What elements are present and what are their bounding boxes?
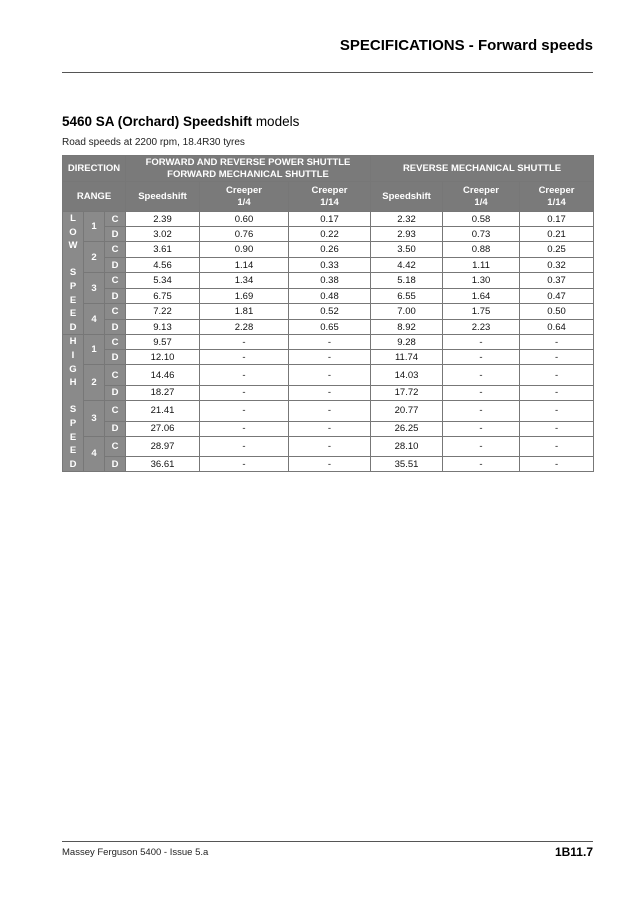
section-title-bold: 5460 SA (Orchard) Speedshift — [62, 114, 253, 129]
forward-speed-cell: - — [200, 365, 289, 386]
forward-speed-cell: - — [289, 421, 371, 436]
forward-group-header — [126, 156, 371, 182]
gear-number: 1 — [84, 335, 105, 365]
reverse-speed-cell: - — [443, 350, 520, 365]
reverse-speed-cell: - — [443, 335, 520, 350]
cd-label: D — [105, 227, 126, 242]
reverse-speed-cell: 35.51 — [371, 457, 443, 472]
table-row — [63, 242, 594, 258]
rev-speedshift-header: Speedshift — [371, 182, 443, 212]
forward-speed-cell: 2.39 — [126, 212, 200, 227]
cd-label: C — [105, 242, 126, 258]
speed-range-letters: H I G H S P E E D — [69, 336, 77, 470]
reverse-speed-cell: 1.30 — [443, 273, 520, 289]
forward-speed-cell: 21.41 — [126, 400, 200, 421]
reverse-speed-cell: - — [520, 400, 594, 421]
cd-label: D — [105, 421, 126, 436]
forward-speed-cell: 7.22 — [126, 304, 200, 320]
cd-label: D — [105, 350, 126, 365]
creeper-label: Creeper — [226, 184, 262, 196]
reverse-speed-cell: 2.93 — [371, 227, 443, 242]
reverse-speed-cell: 5.18 — [371, 273, 443, 289]
gear-number: 1 — [84, 212, 105, 242]
header-divider — [62, 72, 593, 73]
reverse-speed-cell: 0.73 — [443, 227, 520, 242]
table-row — [63, 320, 594, 335]
reverse-speed-cell: 1.64 — [443, 289, 520, 304]
table-row — [63, 273, 594, 289]
cd-label: C — [105, 304, 126, 320]
section-subtitle: Road speeds at 2200 rpm, 18.4R30 tyres — [62, 137, 245, 148]
forward-speed-cell: - — [200, 436, 289, 457]
reverse-speed-cell: - — [443, 365, 520, 386]
reverse-group-header: REVERSE MECHANICAL SHUTTLE — [371, 156, 594, 182]
footer-page-number: 1B11.7 — [554, 845, 593, 859]
cd-label: D — [105, 457, 126, 472]
forward-speed-cell: - — [289, 365, 371, 386]
forward-speed-cell: 18.27 — [126, 385, 200, 400]
forward-speed-cell: 1.14 — [200, 258, 289, 273]
speed-table-body — [63, 212, 594, 472]
forward-speed-cell: 14.46 — [126, 365, 200, 386]
table-row — [63, 385, 594, 400]
forward-speed-cell: 9.57 — [126, 335, 200, 350]
reverse-speed-cell: - — [520, 365, 594, 386]
cd-label: D — [105, 320, 126, 335]
footer-divider — [62, 841, 593, 842]
reverse-speed-cell: 0.17 — [520, 212, 594, 227]
reverse-speed-cell: - — [443, 457, 520, 472]
creeper-label: Creeper — [311, 184, 348, 196]
forward-speed-cell: 0.26 — [289, 242, 371, 258]
reverse-speed-cell: 9.28 — [371, 335, 443, 350]
reverse-speed-cell: - — [520, 421, 594, 436]
reverse-speed-cell: 7.00 — [371, 304, 443, 320]
forward-group-line2: FORWARD MECHANICAL SHUTTLE — [167, 168, 329, 180]
forward-speed-cell: - — [289, 400, 371, 421]
forward-speed-cell: 0.48 — [289, 289, 371, 304]
high-speed-label — [63, 335, 84, 472]
forward-speed-cell: - — [200, 400, 289, 421]
gear-number: 4 — [84, 304, 105, 335]
reverse-speed-cell: 20.77 — [371, 400, 443, 421]
ratio-label: 1/4 — [237, 196, 251, 208]
reverse-speed-cell: - — [443, 436, 520, 457]
forward-speed-cell: 0.33 — [289, 258, 371, 273]
forward-speed-cell: 36.61 — [126, 457, 200, 472]
forward-speed-cell: 9.13 — [126, 320, 200, 335]
forward-speed-cell: 12.10 — [126, 350, 200, 365]
reverse-speed-cell: - — [443, 385, 520, 400]
reverse-speed-cell: - — [520, 436, 594, 457]
table-row — [63, 421, 594, 436]
table-row — [63, 335, 594, 350]
cd-label: C — [105, 365, 126, 386]
reverse-speed-cell: 0.58 — [443, 212, 520, 227]
reverse-speed-cell: 28.10 — [371, 436, 443, 457]
cd-label: D — [105, 258, 126, 273]
reverse-speed-cell: 0.21 — [520, 227, 594, 242]
table-row — [63, 289, 594, 304]
reverse-speed-cell: 2.23 — [443, 320, 520, 335]
reverse-speed-cell: - — [443, 421, 520, 436]
reverse-speed-cell: 0.47 — [520, 289, 594, 304]
forward-speed-cell: - — [289, 436, 371, 457]
forward-speed-cell: 0.76 — [200, 227, 289, 242]
reverse-speed-cell: 2.32 — [371, 212, 443, 227]
forward-speed-cell: 1.34 — [200, 273, 289, 289]
forward-speed-cell: - — [289, 350, 371, 365]
forward-speed-cell: - — [200, 385, 289, 400]
forward-speed-cell: 5.34 — [126, 273, 200, 289]
forward-speed-cell: 28.97 — [126, 436, 200, 457]
forward-speed-cell: 6.75 — [126, 289, 200, 304]
reverse-speed-cell: 0.50 — [520, 304, 594, 320]
forward-speed-cell: 3.61 — [126, 242, 200, 258]
fwd-creeper-1-4-header — [200, 182, 289, 212]
forward-speed-cell: 2.28 — [200, 320, 289, 335]
section-title-rest: models — [252, 114, 300, 129]
table-row — [63, 436, 594, 457]
reverse-speed-cell: 8.92 — [371, 320, 443, 335]
table-row — [63, 258, 594, 273]
low-speed-label — [63, 212, 84, 335]
table-row — [63, 457, 594, 472]
section-title — [62, 114, 299, 129]
reverse-speed-cell: - — [520, 385, 594, 400]
creeper-label: Creeper — [463, 184, 499, 196]
gear-number: 2 — [84, 365, 105, 401]
forward-speed-cell: 0.22 — [289, 227, 371, 242]
cd-label: D — [105, 289, 126, 304]
reverse-speed-cell: - — [520, 457, 594, 472]
reverse-speed-cell: 0.64 — [520, 320, 594, 335]
gear-number: 3 — [84, 400, 105, 436]
reverse-speed-cell: 26.25 — [371, 421, 443, 436]
table-row — [63, 212, 594, 227]
speed-range-letters: L O W S P E E D — [68, 213, 78, 333]
forward-group-line1: FORWARD AND REVERSE POWER SHUTTLE — [145, 156, 351, 168]
forward-speed-cell: 3.02 — [126, 227, 200, 242]
reverse-speed-cell: 0.32 — [520, 258, 594, 273]
forward-speed-cell: - — [200, 421, 289, 436]
reverse-speed-cell: - — [520, 335, 594, 350]
forward-speed-cell: - — [289, 457, 371, 472]
forward-speed-cell: 1.81 — [200, 304, 289, 320]
direction-header: DIRECTION — [63, 156, 126, 182]
reverse-speed-cell: 3.50 — [371, 242, 443, 258]
cd-label: C — [105, 212, 126, 227]
fwd-speedshift-header: Speedshift — [126, 182, 200, 212]
reverse-speed-cell: 0.88 — [443, 242, 520, 258]
fwd-creeper-1-14-header — [289, 182, 371, 212]
gear-number: 4 — [84, 436, 105, 472]
reverse-speed-cell: 17.72 — [371, 385, 443, 400]
forward-speed-cell: - — [200, 457, 289, 472]
forward-speed-cell: - — [289, 385, 371, 400]
forward-speed-cell: - — [289, 335, 371, 350]
forward-speed-cell: 0.52 — [289, 304, 371, 320]
table-row — [63, 227, 594, 242]
reverse-speed-cell: 4.42 — [371, 258, 443, 273]
footer-publication: Massey Ferguson 5400 - Issue 5.a — [62, 847, 209, 858]
speed-table — [62, 155, 594, 472]
ratio-label: 1/4 — [474, 196, 488, 208]
table-row — [63, 400, 594, 421]
forward-speed-cell: - — [200, 350, 289, 365]
gear-number: 2 — [84, 242, 105, 273]
forward-speed-cell: 27.06 — [126, 421, 200, 436]
reverse-speed-cell: 0.37 — [520, 273, 594, 289]
forward-speed-cell: 1.69 — [200, 289, 289, 304]
table-row — [63, 350, 594, 365]
reverse-speed-cell: 14.03 — [371, 365, 443, 386]
cd-label: C — [105, 400, 126, 421]
reverse-speed-cell: - — [520, 350, 594, 365]
rev-creeper-1-4-header — [443, 182, 520, 212]
cd-label: C — [105, 436, 126, 457]
reverse-speed-cell: 1.11 — [443, 258, 520, 273]
cd-label: C — [105, 335, 126, 350]
ratio-label: 1/14 — [320, 196, 339, 208]
reverse-speed-cell: 6.55 — [371, 289, 443, 304]
forward-speed-cell: 0.65 — [289, 320, 371, 335]
reverse-speed-cell: 1.75 — [443, 304, 520, 320]
rev-creeper-1-14-header — [520, 182, 594, 212]
reverse-speed-cell: - — [443, 400, 520, 421]
creeper-label: Creeper — [538, 184, 575, 196]
page-header-title: SPECIFICATIONS - Forward speeds — [339, 37, 593, 54]
forward-speed-cell: - — [200, 335, 289, 350]
forward-speed-cell: 0.17 — [289, 212, 371, 227]
table-row — [63, 365, 594, 386]
gear-number: 3 — [84, 273, 105, 304]
forward-speed-cell: 0.38 — [289, 273, 371, 289]
forward-speed-cell: 0.90 — [200, 242, 289, 258]
range-header: RANGE — [63, 182, 126, 212]
forward-speed-cell: 0.60 — [200, 212, 289, 227]
ratio-label: 1/14 — [547, 196, 566, 208]
table-row — [63, 304, 594, 320]
forward-speed-cell: 4.56 — [126, 258, 200, 273]
cd-label: D — [105, 385, 126, 400]
reverse-speed-cell: 0.25 — [520, 242, 594, 258]
reverse-speed-cell: 11.74 — [371, 350, 443, 365]
cd-label: C — [105, 273, 126, 289]
